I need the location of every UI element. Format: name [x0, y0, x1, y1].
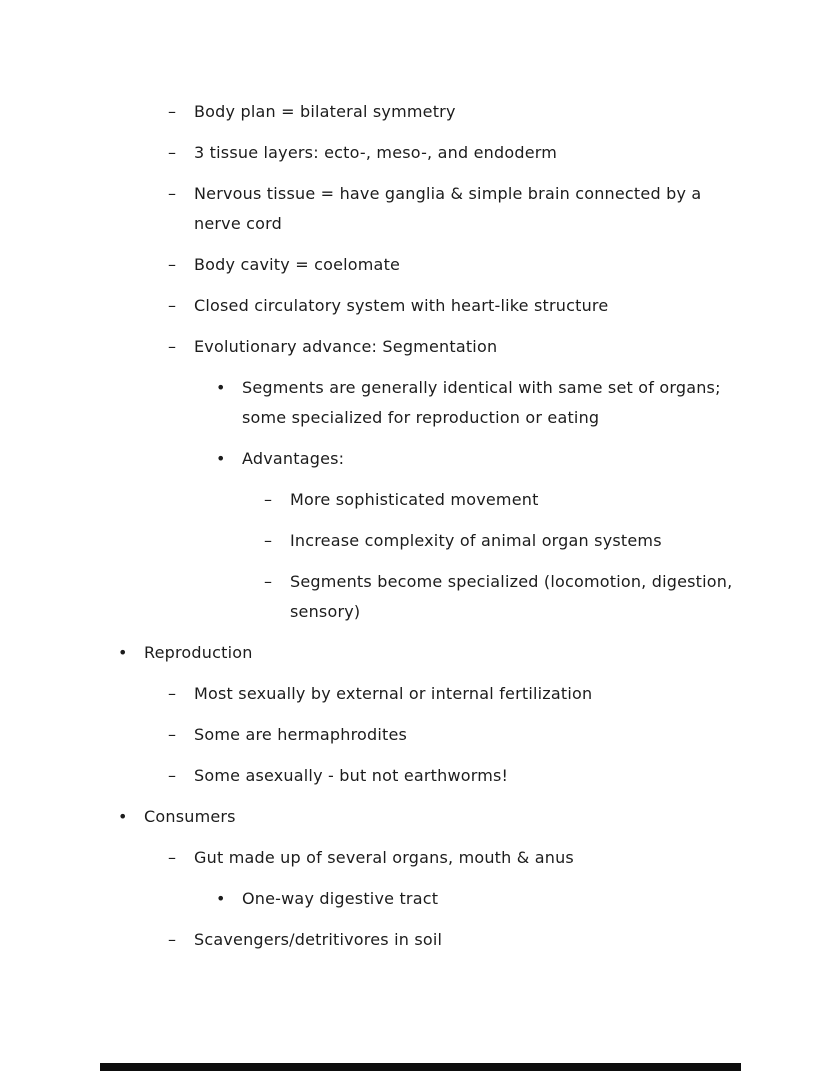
- list-item: [0, 332, 734, 362]
- note-text: Consumers: [144, 807, 236, 826]
- list-item: [0, 843, 734, 873]
- list-item: [0, 884, 734, 914]
- dash-icon: –: [264, 572, 273, 591]
- note-text: Closed circulatory system with heart-like structure: [194, 296, 609, 315]
- list-item: [0, 526, 734, 556]
- dash-icon: –: [168, 725, 177, 744]
- list-item: [0, 638, 734, 668]
- list-item: [0, 97, 734, 127]
- dash-icon: –: [168, 766, 177, 785]
- list-item: [0, 679, 734, 709]
- list-item: [0, 291, 734, 321]
- bullet-icon: •: [216, 378, 226, 397]
- bullet-icon: •: [216, 889, 226, 908]
- bullet-icon: •: [216, 449, 226, 468]
- note-text: Segments become specialized (locomotion, digestion, sensory): [290, 572, 733, 621]
- dash-icon: –: [168, 184, 177, 203]
- note-text: Some asexually - but not earthworms!: [194, 766, 509, 785]
- list-item: [0, 567, 734, 627]
- page-break-bar: [100, 1063, 741, 1071]
- dash-icon: –: [168, 102, 177, 121]
- note-text: Most sexually by external or internal fertilization: [194, 684, 593, 703]
- note-text: Evolutionary advance: Segmentation: [194, 337, 498, 356]
- dash-icon: –: [168, 337, 177, 356]
- dash-icon: –: [168, 848, 177, 867]
- note-text: Reproduction: [144, 643, 253, 662]
- note-text: 3 tissue layers: ecto-, meso-, and endoderm: [194, 143, 558, 162]
- list-item: [0, 925, 734, 955]
- note-text: Segments are generally identical with same set of organs; some specialized for reproduction or eating: [242, 378, 721, 427]
- list-item: [0, 761, 734, 791]
- list-item: [0, 179, 734, 239]
- list-item: [0, 373, 734, 433]
- note-text: Some are hermaphrodites: [194, 725, 408, 744]
- list-item: [0, 485, 734, 515]
- list-item: [0, 444, 734, 474]
- dash-icon: –: [264, 490, 273, 509]
- dash-icon: –: [168, 296, 177, 315]
- dash-icon: –: [168, 684, 177, 703]
- bullet-icon: •: [118, 643, 128, 662]
- dash-icon: –: [264, 531, 273, 550]
- dash-icon: –: [168, 930, 177, 949]
- list-item: [0, 720, 734, 750]
- note-text: More sophisticated movement: [290, 490, 539, 509]
- note-text: Scavengers/detritivores in soil: [194, 930, 443, 949]
- list-item: [0, 138, 734, 168]
- note-text: Gut made up of several organs, mouth & anus: [194, 848, 574, 867]
- list-item: [0, 802, 734, 832]
- bullet-icon: •: [118, 807, 128, 826]
- dash-icon: –: [168, 255, 177, 274]
- note-text: One-way digestive tract: [242, 889, 439, 908]
- note-text: Advantages:: [242, 449, 345, 468]
- note-text: Body cavity = coelomate: [194, 255, 401, 274]
- note-text: Body plan = bilateral symmetry: [194, 102, 456, 121]
- note-text: Nervous tissue = have ganglia & simple brain connected by a nerve cord: [194, 184, 702, 233]
- note-text: Increase complexity of animal organ systems: [290, 531, 662, 550]
- dash-icon: –: [168, 143, 177, 162]
- list-item: [0, 250, 734, 280]
